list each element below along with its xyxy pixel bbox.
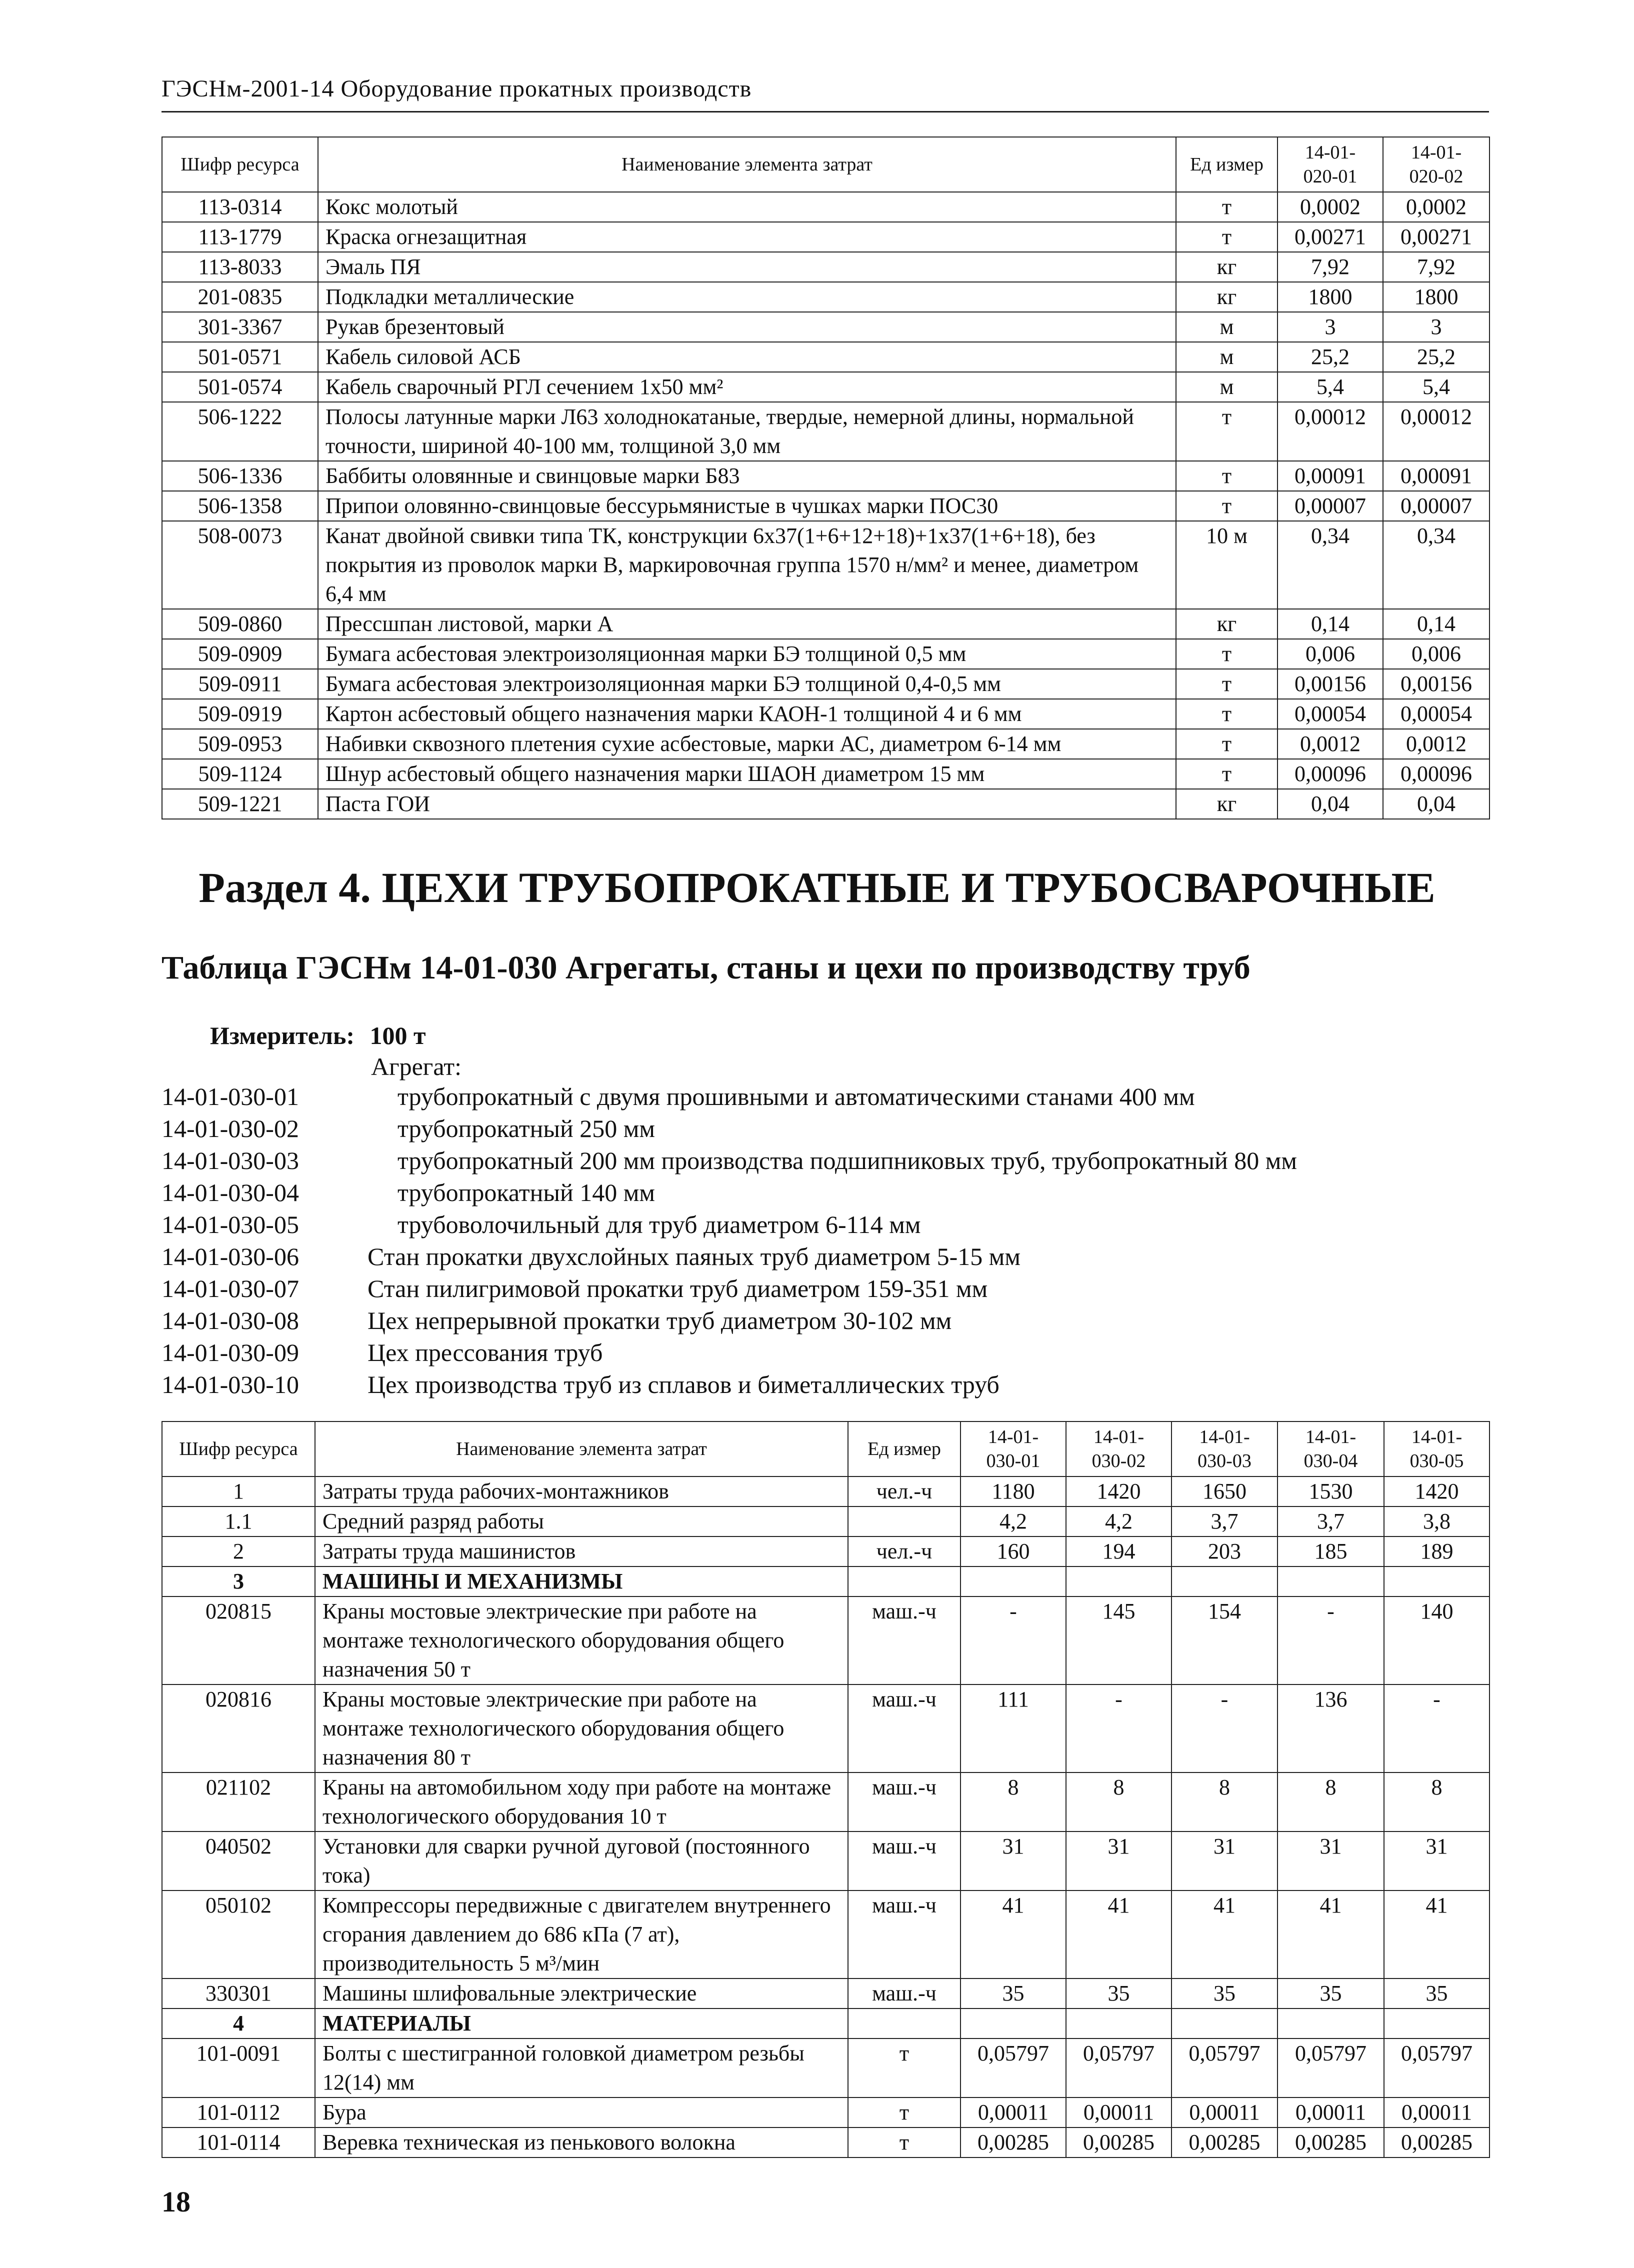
value-020-01: 0,0002 — [1278, 192, 1383, 222]
resource-name: Припои оловянно-свинцовые бессурьмянистые в чушках марки ПОС30 — [318, 491, 1176, 521]
value-030-01: 0,00011 — [960, 2098, 1066, 2128]
value-030-03: 1650 — [1172, 1476, 1278, 1506]
table-section-row — [162, 2008, 1490, 2038]
col-header-020-01: 14-01- 020-01 — [1278, 137, 1383, 192]
variant-code: 14-01-030-02 — [162, 1114, 299, 1142]
table-header-row — [162, 1422, 1490, 1476]
value-030-01: 35 — [960, 1978, 1066, 2008]
col-header-code: Шифр ресурса — [162, 1422, 315, 1476]
value-030-02: 145 — [1066, 1596, 1172, 1684]
resources-table-030 — [162, 1421, 1490, 2158]
table-row — [162, 1506, 1490, 1536]
table-row — [162, 491, 1490, 521]
variant-text: Цех прессования труб — [368, 1338, 603, 1366]
table-section-row — [162, 1566, 1490, 1596]
value-020-02: 0,34 — [1383, 521, 1490, 609]
resource-name: Компрессоры передвижные с двигателем внутреннего сгорания давлением до 686 кПа (7 ат), производительность 5 м³/мин — [315, 1890, 848, 1978]
resource-unit: маш.-ч — [848, 1832, 960, 1890]
value-030-04: - — [1278, 1596, 1384, 1684]
table-row — [162, 789, 1490, 819]
value-030-03: 41 — [1172, 1890, 1278, 1978]
resource-code: 3 — [162, 1566, 315, 1596]
table-row — [162, 252, 1490, 282]
value-030-03: 0,00285 — [1172, 2128, 1278, 2158]
value-030-05: 3,8 — [1384, 1506, 1490, 1536]
resource-code: 021102 — [162, 1772, 315, 1832]
resource-name: Шнур асбестовый общего назначения марки ШАОН диаметром 15 мм — [318, 759, 1176, 789]
value-020-02: 0,00012 — [1383, 402, 1490, 461]
variant-text: Цех производства труб из сплавов и биметаллических труб — [368, 1370, 1000, 1398]
value-030-01: 160 — [960, 1536, 1066, 1566]
resource-code: 509-0911 — [162, 669, 318, 699]
page-header: ГЭСНм-2001-14 Оборудование прокатных производств — [162, 76, 752, 102]
value-030-02: 35 — [1066, 1978, 1172, 2008]
variant-code: 14-01-030-05 — [162, 1210, 299, 1238]
value-030-02: - — [1066, 1684, 1172, 1772]
resource-unit: маш.-ч — [848, 1772, 960, 1832]
table-row — [162, 1832, 1490, 1890]
value-030-04 — [1278, 1566, 1384, 1596]
table-row — [162, 639, 1490, 669]
col-header-030-03: 14-01- 030-03 — [1172, 1422, 1278, 1476]
col-header-unit: Ед измер — [1176, 137, 1278, 192]
resource-name: Бумага асбестовая электроизоляционная марки БЭ толщиной 0,4-0,5 мм — [318, 669, 1176, 699]
resource-unit: м — [1176, 312, 1278, 342]
value-030-04: 185 — [1278, 1536, 1384, 1566]
resource-code: 020816 — [162, 1684, 315, 1772]
resource-name: Рукав брезентовый — [318, 312, 1176, 342]
value-020-02: 0,14 — [1383, 609, 1490, 639]
resource-name: Машины шлифовальные электрические — [315, 1978, 848, 2008]
resource-name: Набивки сквозного плетения сухие асбестовые, марки АС, диаметром 6-14 мм — [318, 729, 1176, 759]
measure-line — [210, 1021, 426, 1050]
resource-unit: т — [1176, 639, 1278, 669]
resource-unit: м — [1176, 372, 1278, 402]
value-020-01: 25,2 — [1278, 342, 1383, 372]
resource-code: 040502 — [162, 1832, 315, 1890]
table-row — [162, 2128, 1490, 2158]
table-title: Таблица ГЭСНм 14-01-030 Агрегаты, станы и цехи по производству труб — [162, 950, 1250, 986]
variant-code: 14-01-030-09 — [162, 1338, 299, 1366]
variant-text: трубопрокатный с двумя прошивными и автоматическими станами 400 мм — [398, 1082, 1195, 1110]
value-030-03: - — [1172, 1684, 1278, 1772]
variant-code: 14-01-030-10 — [162, 1370, 299, 1398]
resource-name: Кабель сварочный РГЛ сечением 1х50 мм² — [318, 372, 1176, 402]
value-030-01: 41 — [960, 1890, 1066, 1978]
value-030-05: 8 — [1384, 1772, 1490, 1832]
table-row — [162, 521, 1490, 609]
value-020-01: 0,04 — [1278, 789, 1383, 819]
value-020-02: 0,0012 — [1383, 729, 1490, 759]
resource-name: Болты с шестигранной головкой диаметром резьбы 12(14) мм — [315, 2038, 848, 2098]
resource-name: Бумага асбестовая электроизоляционная марки БЭ толщиной 0,5 мм — [318, 639, 1176, 669]
resource-code: 113-1779 — [162, 222, 318, 252]
resource-unit — [848, 1506, 960, 1536]
value-030-05: 0,00285 — [1384, 2128, 1490, 2158]
variant-code: 14-01-030-06 — [162, 1242, 299, 1270]
resource-code: 506-1336 — [162, 461, 318, 491]
table-row — [162, 312, 1490, 342]
value-020-02: 0,006 — [1383, 639, 1490, 669]
resource-name: Краны мостовые электрические при работе на монтаже технологического оборудования общего назначения 50 т — [315, 1596, 848, 1684]
col-header-code: Шифр ресурса — [162, 137, 318, 192]
table-row — [162, 1684, 1490, 1772]
value-030-02: 4,2 — [1066, 1506, 1172, 1536]
resource-code: 509-0860 — [162, 609, 318, 639]
value-030-03: 0,05797 — [1172, 2038, 1278, 2098]
resource-code: 101-0114 — [162, 2128, 315, 2158]
table-header-row — [162, 137, 1490, 192]
resource-name: Паста ГОИ — [318, 789, 1176, 819]
variant-text: Стан прокатки двухслойных паяных труб диаметром 5-15 мм — [368, 1242, 1021, 1270]
resource-code: 330301 — [162, 1978, 315, 2008]
resource-code: 509-0953 — [162, 729, 318, 759]
value-030-02: 0,00285 — [1066, 2128, 1172, 2158]
col-header-030-05: 14-01- 030-05 — [1384, 1422, 1490, 1476]
resource-unit: т — [848, 2038, 960, 2098]
resource-code: 101-0091 — [162, 2038, 315, 2098]
table-row — [162, 1476, 1490, 1506]
resource-name: Подкладки металлические — [318, 282, 1176, 312]
measure-value: 100 т — [370, 1022, 426, 1050]
variant-text: трубопрокатный 140 мм — [398, 1178, 656, 1206]
value-030-01 — [960, 1566, 1066, 1596]
value-020-02: 25,2 — [1383, 342, 1490, 372]
resource-unit: маш.-ч — [848, 1978, 960, 2008]
value-020-02: 0,04 — [1383, 789, 1490, 819]
value-030-03: 3,7 — [1172, 1506, 1278, 1536]
resource-unit: т — [1176, 402, 1278, 461]
resource-unit: т — [1176, 729, 1278, 759]
col-header-name: Наименование элемента затрат — [318, 137, 1176, 192]
resource-unit: т — [1176, 699, 1278, 729]
resource-code: 301-3367 — [162, 312, 318, 342]
table-row — [162, 669, 1490, 699]
resource-name: Бура — [315, 2098, 848, 2128]
variant-code: 14-01-030-08 — [162, 1306, 299, 1334]
table-row — [162, 1978, 1490, 2008]
value-020-01: 0,00156 — [1278, 669, 1383, 699]
resource-unit: чел.-ч — [848, 1536, 960, 1566]
value-030-03: 0,00011 — [1172, 2098, 1278, 2128]
value-030-02: 0,00011 — [1066, 2098, 1172, 2128]
table-row — [162, 1772, 1490, 1832]
resource-code: 501-0571 — [162, 342, 318, 372]
value-030-02: 8 — [1066, 1772, 1172, 1832]
resource-code: 020815 — [162, 1596, 315, 1684]
table-row — [162, 729, 1490, 759]
resource-code: 508-0073 — [162, 521, 318, 609]
value-030-01: 1180 — [960, 1476, 1066, 1506]
resource-unit — [848, 2008, 960, 2038]
resource-code: 506-1358 — [162, 491, 318, 521]
resource-code: 509-0919 — [162, 699, 318, 729]
table-row — [162, 2098, 1490, 2128]
value-020-01: 5,4 — [1278, 372, 1383, 402]
section-title: Раздел 4. ЦЕХИ ТРУБОПРОКАТНЫЕ И ТРУБОСВАРОЧНЫЕ — [198, 864, 1436, 912]
resource-unit: т — [1176, 461, 1278, 491]
col-header-030-02: 14-01- 030-02 — [1066, 1422, 1172, 1476]
value-030-05 — [1384, 2008, 1490, 2038]
resource-unit: т — [1176, 192, 1278, 222]
resource-name: Краны мостовые электрические при работе на монтаже технологического оборудования общего назначения 80 т — [315, 1684, 848, 1772]
value-030-04: 0,00011 — [1278, 2098, 1384, 2128]
variant-text: Цех непрерывной прокатки труб диаметром 30-102 мм — [368, 1306, 952, 1334]
value-030-01: 0,00285 — [960, 2128, 1066, 2158]
table-row — [162, 461, 1490, 491]
value-030-05: 35 — [1384, 1978, 1490, 2008]
resource-name: Установки для сварки ручной дуговой (постоянного тока) — [315, 1832, 848, 1890]
table-row — [162, 192, 1490, 222]
resource-unit: маш.-ч — [848, 1596, 960, 1684]
measure-label: Измеритель: — [210, 1022, 355, 1050]
variant-code: 14-01-030-03 — [162, 1146, 299, 1174]
variant-code: 14-01-030-07 — [162, 1274, 299, 1302]
value-030-01: 4,2 — [960, 1506, 1066, 1536]
resource-name: Прессшпан листовой, марки А — [318, 609, 1176, 639]
resource-unit: т — [1176, 669, 1278, 699]
col-header-unit: Ед измер — [848, 1422, 960, 1476]
table-row — [162, 2038, 1490, 2098]
value-030-03: 203 — [1172, 1536, 1278, 1566]
resource-code: 506-1222 — [162, 402, 318, 461]
resource-name: Полосы латунные марки Л63 холоднокатаные, твердые, немерной длины, нормальной точности, шириной 40-100 мм, толщиной 3,0 мм — [318, 402, 1176, 461]
resource-code: 113-8033 — [162, 252, 318, 282]
value-020-02: 0,00096 — [1383, 759, 1490, 789]
value-030-01: 111 — [960, 1684, 1066, 1772]
resource-code: 201-0835 — [162, 282, 318, 312]
resource-code: 1.1 — [162, 1506, 315, 1536]
value-030-04: 0,05797 — [1278, 2038, 1384, 2098]
resource-name: Затраты труда машинистов — [315, 1536, 848, 1566]
variant-code: 14-01-030-01 — [162, 1082, 299, 1110]
resource-name: Краска огнезащитная — [318, 222, 1176, 252]
resource-unit: 10 м — [1176, 521, 1278, 609]
value-030-04: 8 — [1278, 1772, 1384, 1832]
value-030-03: 8 — [1172, 1772, 1278, 1832]
value-020-01: 1800 — [1278, 282, 1383, 312]
resource-code: 509-1124 — [162, 759, 318, 789]
table-row — [162, 1890, 1490, 1978]
value-030-05: 41 — [1384, 1890, 1490, 1978]
resource-name: Кабель силовой АСБ — [318, 342, 1176, 372]
value-030-05: 0,05797 — [1384, 2038, 1490, 2098]
value-020-01: 0,00271 — [1278, 222, 1383, 252]
value-020-01: 0,0012 — [1278, 729, 1383, 759]
value-020-01: 0,00096 — [1278, 759, 1383, 789]
value-030-01: 31 — [960, 1832, 1066, 1890]
resource-unit: кг — [1176, 789, 1278, 819]
value-030-04: 0,00285 — [1278, 2128, 1384, 2158]
resource-code: 501-0574 — [162, 372, 318, 402]
value-020-02: 1800 — [1383, 282, 1490, 312]
resource-unit: т — [848, 2128, 960, 2158]
value-030-01 — [960, 2008, 1066, 2038]
resource-name: МАШИНЫ И МЕХАНИЗМЫ — [315, 1566, 848, 1596]
variant-code: 14-01-030-04 — [162, 1178, 299, 1206]
resource-unit — [848, 1566, 960, 1596]
value-020-01: 0,34 — [1278, 521, 1383, 609]
value-030-04: 31 — [1278, 1832, 1384, 1890]
resource-unit: т — [848, 2098, 960, 2128]
variant-text: трубопрокатный 250 мм — [398, 1114, 656, 1142]
value-030-04: 35 — [1278, 1978, 1384, 2008]
resource-name: МАТЕРИАЛЫ — [315, 2008, 848, 2038]
variant-text: трубопрокатный 200 мм производства подшипниковых труб, трубопрокатный 80 мм — [398, 1146, 1298, 1174]
value-030-05: - — [1384, 1684, 1490, 1772]
value-020-02: 7,92 — [1383, 252, 1490, 282]
value-030-04: 136 — [1278, 1684, 1384, 1772]
value-020-02: 0,00091 — [1383, 461, 1490, 491]
value-020-01: 0,00012 — [1278, 402, 1383, 461]
header-rule — [162, 111, 1489, 112]
value-020-02: 5,4 — [1383, 372, 1490, 402]
resource-code: 101-0112 — [162, 2098, 315, 2128]
resource-unit: кг — [1176, 252, 1278, 282]
value-020-01: 7,92 — [1278, 252, 1383, 282]
value-030-05 — [1384, 1566, 1490, 1596]
value-020-02: 0,0002 — [1383, 192, 1490, 222]
resource-code: 509-0909 — [162, 639, 318, 669]
value-030-05: 0,00011 — [1384, 2098, 1490, 2128]
col-header-030-01: 14-01- 030-01 — [960, 1422, 1066, 1476]
page-number: 18 — [162, 2186, 190, 2218]
value-030-03 — [1172, 2008, 1278, 2038]
resource-unit: кг — [1176, 609, 1278, 639]
aggregate-label: Агрегат: — [371, 1052, 462, 1080]
value-030-05: 189 — [1384, 1536, 1490, 1566]
value-030-02: 0,05797 — [1066, 2038, 1172, 2098]
resource-name: Веревка техническая из пенькового волокна — [315, 2128, 848, 2158]
value-020-01: 0,00007 — [1278, 491, 1383, 521]
table-row — [162, 609, 1490, 639]
resource-name: Кокс молотый — [318, 192, 1176, 222]
value-020-01: 3 — [1278, 312, 1383, 342]
resource-name: Канат двойной свивки типа ТК, конструкции 6х37(1+6+12+18)+1х37(1+6+18), без покрытия из проволок марки В, маркировочная группа 1570 н/мм² и менее, диаметром 6,4 мм — [318, 521, 1176, 609]
resource-name: Эмаль ПЯ — [318, 252, 1176, 282]
value-020-02: 0,00271 — [1383, 222, 1490, 252]
value-030-02: 31 — [1066, 1832, 1172, 1890]
value-030-04 — [1278, 2008, 1384, 2038]
value-030-04: 41 — [1278, 1890, 1384, 1978]
table-row — [162, 372, 1490, 402]
resource-code: 4 — [162, 2008, 315, 2038]
value-030-05: 140 — [1384, 1596, 1490, 1684]
table-row — [162, 759, 1490, 789]
value-020-01: 0,00054 — [1278, 699, 1383, 729]
resource-code: 509-1221 — [162, 789, 318, 819]
resource-name: Баббиты оловянные и свинцовые марки Б83 — [318, 461, 1176, 491]
resource-name: Средний разряд работы — [315, 1506, 848, 1536]
value-030-02: 194 — [1066, 1536, 1172, 1566]
value-030-03: 35 — [1172, 1978, 1278, 2008]
materials-table-020 — [162, 136, 1490, 820]
resource-unit: т — [1176, 491, 1278, 521]
table-row — [162, 699, 1490, 729]
value-030-05: 31 — [1384, 1832, 1490, 1890]
value-030-03: 154 — [1172, 1596, 1278, 1684]
resource-name: Краны на автомобильном ходу при работе на монтаже технологического оборудования 10 т — [315, 1772, 848, 1832]
col-header-020-02: 14-01- 020-02 — [1383, 137, 1490, 192]
table-row — [162, 282, 1490, 312]
value-030-01: 0,05797 — [960, 2038, 1066, 2098]
resource-code: 2 — [162, 1536, 315, 1566]
resource-unit: маш.-ч — [848, 1684, 960, 1772]
table-row — [162, 402, 1490, 461]
value-030-03: 31 — [1172, 1832, 1278, 1890]
resource-unit: кг — [1176, 282, 1278, 312]
resource-code: 1 — [162, 1476, 315, 1506]
value-020-01: 0,14 — [1278, 609, 1383, 639]
variant-text: Стан пилигримовой прокатки труб диаметром 159-351 мм — [368, 1274, 988, 1302]
value-020-02: 3 — [1383, 312, 1490, 342]
resource-unit: т — [1176, 759, 1278, 789]
resource-unit: т — [1176, 222, 1278, 252]
value-030-02: 1420 — [1066, 1476, 1172, 1506]
value-030-04: 1530 — [1278, 1476, 1384, 1506]
value-020-02: 0,00054 — [1383, 699, 1490, 729]
resource-unit: чел.-ч — [848, 1476, 960, 1506]
value-030-02: 41 — [1066, 1890, 1172, 1978]
variant-text: трубоволочильный для труб диаметром 6-114 мм — [398, 1210, 921, 1238]
resource-unit: маш.-ч — [848, 1890, 960, 1978]
value-020-02: 0,00156 — [1383, 669, 1490, 699]
table-row — [162, 222, 1490, 252]
value-030-01: - — [960, 1596, 1066, 1684]
resource-code: 050102 — [162, 1890, 315, 1978]
value-030-03 — [1172, 1566, 1278, 1596]
value-030-05: 1420 — [1384, 1476, 1490, 1506]
resource-name: Затраты труда рабочих-монтажников — [315, 1476, 848, 1506]
table-row — [162, 342, 1490, 372]
table-row — [162, 1536, 1490, 1566]
value-030-02 — [1066, 1566, 1172, 1596]
table-row — [162, 1596, 1490, 1684]
value-020-01: 0,00091 — [1278, 461, 1383, 491]
value-020-01: 0,006 — [1278, 639, 1383, 669]
col-header-name: Наименование элемента затрат — [315, 1422, 848, 1476]
resource-code: 113-0314 — [162, 192, 318, 222]
value-030-04: 3,7 — [1278, 1506, 1384, 1536]
resource-name: Картон асбестовый общего назначения марки КАОН-1 толщиной 4 и 6 мм — [318, 699, 1176, 729]
value-030-02 — [1066, 2008, 1172, 2038]
value-030-01: 8 — [960, 1772, 1066, 1832]
value-020-02: 0,00007 — [1383, 491, 1490, 521]
resource-unit: м — [1176, 342, 1278, 372]
col-header-030-04: 14-01- 030-04 — [1278, 1422, 1384, 1476]
